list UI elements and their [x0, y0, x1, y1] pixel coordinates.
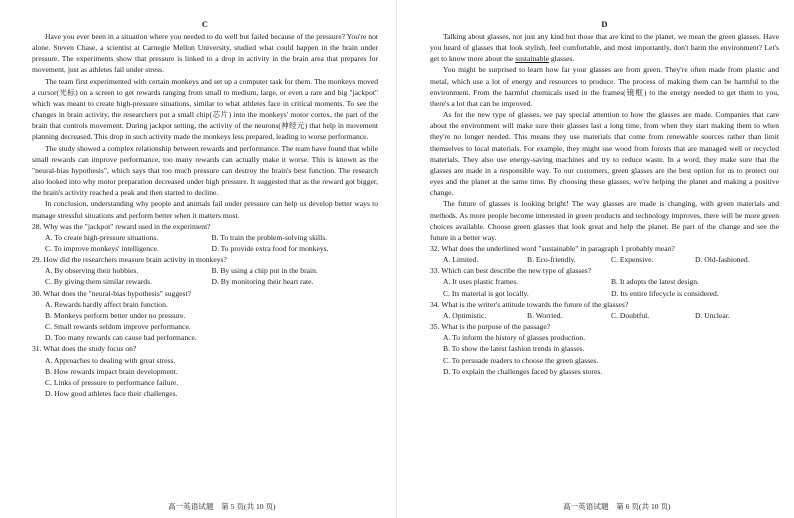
option-b: B. By using a chip put in the brain.	[211, 266, 318, 276]
section-letter-c: C	[201, 19, 209, 29]
option-row	[430, 276, 779, 287]
passage-c-paragraph-2: The team first experimented with certain monkeys and set up a computer task for them. The monkeys moved a cursor(光标) on a screen to get rewards ranging from small to medium, large, or even a rare and big "jackpot" which was meant to create high-pressure situations, similar to what athletes face in critical moments. To see the changes in brain activity, the researchers put a small chip(芯片) into the monkeys' motor cortex, the part of the brain that controls movement. During jackpot setting, the activity of the neurons(神经元) that help in movement planning decreased. This drop in such activity made the monkeys less prepared, leading to worse performance.	[32, 76, 378, 142]
page-divider	[396, 0, 397, 518]
option-d: D. How good athletes face their challenges.	[45, 389, 178, 398]
question-33	[430, 265, 779, 298]
question-stem: 33. Which can best describe the new type of glasses?	[430, 266, 591, 276]
question-35	[430, 321, 779, 377]
option-b: B. Worried.	[527, 310, 563, 320]
option-d: D. Unclear.	[695, 310, 730, 320]
option-a: A. Optimistic.	[443, 310, 487, 320]
option-row	[32, 265, 378, 276]
option-row	[32, 243, 378, 254]
option-b: B. How rewards impact brain development.	[45, 366, 178, 376]
question-34	[430, 299, 779, 321]
question-28	[32, 221, 378, 254]
option-row	[32, 276, 378, 287]
question-32	[430, 243, 779, 265]
option-a: A. It uses plastic frames.	[443, 277, 519, 287]
underlined-word: sustainable	[515, 54, 549, 64]
option-d: D. By monitoring their heart rate.	[211, 277, 314, 287]
question-stem: 32. What does the underlined word "sustainable" in paragraph 1 probably mean?	[430, 243, 675, 253]
option-c: C. To persuade readers to choose the green glasses.	[443, 355, 599, 365]
question-stem: 35. What is the purpose of the passage?	[430, 322, 551, 332]
page-footer-left: 高一英语试题 第 5 页(共 10 页)	[168, 502, 276, 511]
option-b: B. Eco-friendly.	[527, 255, 576, 265]
passage-d-paragraph-3: As for the new type of glasses, we pay special attention to how the glasses are made. Companies that care about the environment will make sure their glasses last a long time, from when they start making them to when they're no longer needed. This means they use materials that come from renewable sources rather than limit themselves to local materials. For example, they might use wood from forests that are managed well or recycled materials. They also use energy-saving machines and try to reduce waste. In a word, they make sure that the glasses are made in a responsible way. To our customers, green glasses are the best option for us to protect our eyes and the planet at the same time. By choosing these glasses, we're helping the planet and making a positive change.	[430, 110, 779, 198]
option-b: B. Monkeys perform better under no pressure.	[45, 310, 186, 320]
passage-c-paragraph-1: Have you ever been in a situation where you needed to do well but failed because of the pressure? You're not alone. Steven Chase, a scientist at Carnegie Mellon University, studied what could happen in the brain under pressure. The experiments show that pressure is linked to a drop in activity in the brain area that prepares for movement, just as athletes fail under stress.	[32, 32, 378, 75]
paragraph-text: Talking about glasses, not just any kind but those that are kind to the planet, we mean the green glasses. Have you heard of glasses that look stylish, feel comfortable, and most importantly, don't harm the environment? Let's get to know more about the	[430, 32, 779, 64]
passage-d-paragraph-1	[430, 31, 779, 64]
option-a: A. By observing their hobbies.	[45, 266, 139, 276]
option-d: D. Too many rewards can cause bad performance.	[45, 333, 197, 343]
option-c: C. By giving them similar rewards.	[45, 277, 152, 287]
option-d: D. Its entire lifecycle is considered.	[611, 288, 719, 298]
option-b: B. It adopts the latest design.	[611, 277, 699, 287]
question-stem: 31. What does the study focus on?	[32, 344, 137, 354]
question-31	[32, 343, 378, 399]
question-stem: 30. What does the "neural-bias hypothesis" suggest?	[32, 288, 191, 298]
option-d: D. To explain the challenges faced by glasses stores.	[443, 366, 603, 376]
option-row	[430, 254, 779, 265]
left-column	[32, 19, 378, 399]
option-d: D. To provide extra food for monkeys.	[211, 243, 329, 253]
section-letter-d: D	[601, 19, 608, 29]
option-b: B. To show the latest fashion trends in glasses.	[443, 344, 585, 354]
passage-c-paragraph-3: The study showed a complex relationship between rewards and performance. The team have found that while small rewards can improve performance, too many rewards can actually make it worse. This is known as the "neural-bias hypothesis", which says that too much pressure can destroy the brain's best function. The research also looked into why motor preparation decreased under high pressure. It suggested that as the reward got bigger, the brain's activity reached a peak and then started to decline.	[32, 143, 378, 198]
option-a: A. To create high-pressure situations.	[45, 232, 159, 242]
option-b: B. To train the problem-solving skills.	[211, 232, 328, 242]
question-29	[32, 254, 378, 287]
right-column	[430, 19, 779, 377]
option-c: C. Links of pressure to performance failure.	[45, 377, 179, 387]
question-stem: 28. Why was the "jackpot" reward used in the experiment?	[32, 221, 211, 231]
passage-d-paragraph-2: You might be surprised to learn how far your glasses are from green. They're often made from plastic and metal, which use a lot of energy and resources to produce. The process of making them can be harmful to the environment. From the harmful chemicals used in the frames(镜框) to the energy needed to get them to you, there's a lot that can be improved.	[430, 65, 779, 108]
option-row	[430, 288, 779, 299]
option-d: D. Old-fashioned.	[695, 255, 750, 265]
question-stem: 29. How did the researchers measure brain activity in monkeys?	[32, 255, 227, 265]
option-a: A. Approaches to dealing with great stress.	[45, 355, 176, 365]
question-stem: 34. What is the writer's attitude towards the future of the glasses?	[430, 299, 629, 309]
option-a: A. Limited.	[443, 255, 479, 265]
option-c: C. To improve monkeys' intelligence.	[45, 243, 159, 253]
option-row	[32, 232, 378, 243]
option-c: C. Expensive.	[611, 255, 654, 265]
option-a: A. To inform the history of glasses production.	[443, 333, 586, 343]
option-c: C. Small rewards seldom improve performance.	[45, 322, 191, 332]
passage-d-paragraph-4: The future of glasses is looking bright! The way glasses are made is changing, with green materials and methods. As more people become interested in green products and technology improves, there will be more green choices available. Choose green glasses that look great and help the planet. Be part of the change and see the future in a better way.	[430, 199, 779, 242]
option-c: C. Its material is got locally.	[443, 288, 529, 298]
option-a: A. Rewards hardly affect brain function.	[45, 299, 168, 309]
passage-c-paragraph-4: In conclusion, understanding why people and animals fail under pressure can help us develop better ways to manage stressful situations and perform better when it matters most.	[32, 199, 378, 220]
paragraph-text: glasses.	[548, 54, 575, 64]
option-c: C. Doubtful.	[611, 310, 650, 320]
question-30	[32, 288, 378, 344]
option-row	[430, 310, 779, 321]
page-footer-right: 高一英语试题 第 6 页(共 10 页)	[563, 502, 671, 511]
